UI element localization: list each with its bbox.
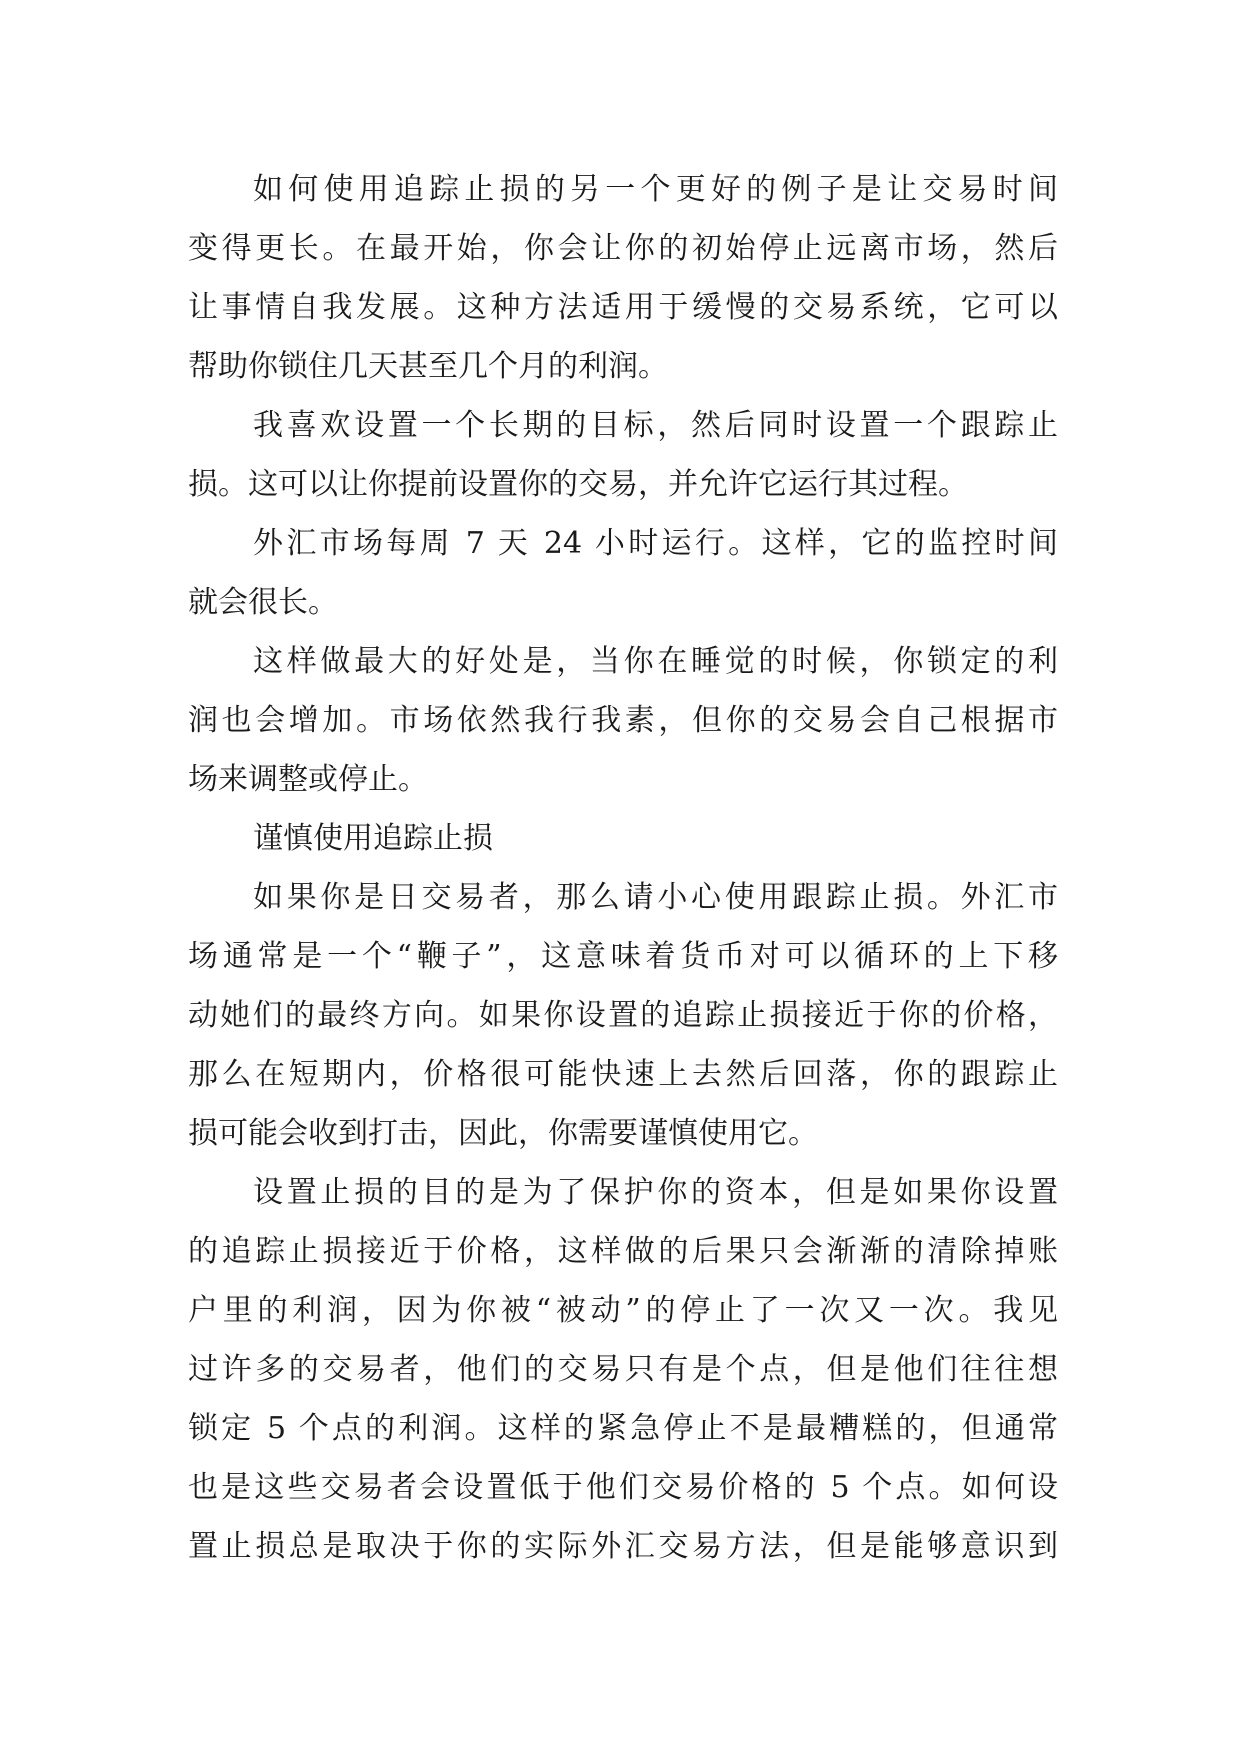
- text-line: 场来调整或停止。: [188, 762, 428, 797]
- text-line: 我喜欢设置一个长期的目标，然后同时设置一个跟踪止: [253, 408, 1058, 443]
- document-body: [188, 160, 1058, 1576]
- text-line: 也是这些交易者会设置低于他们交易价格的 5 个点。如何设: [188, 1470, 1058, 1505]
- text-line: 损可能会收到打击，因此，你需要谨慎使用它。: [188, 1116, 818, 1151]
- text-line: 动她们的最终方向。如果你设置的追踪止损接近于你的价格，: [188, 998, 1058, 1033]
- text-line: 帮助你锁住几天甚至几个月的利润。: [188, 349, 668, 384]
- text-line: 如何使用追踪止损的另一个更好的例子是让交易时间: [253, 172, 1058, 207]
- text-line: 锁定 5 个点的利润。这样的紧急停止不是最糟糕的，但通常: [188, 1411, 1058, 1446]
- text-line: 谨慎使用追踪止损: [253, 821, 493, 856]
- text-line: 的追踪止损接近于价格，这样做的后果只会渐渐的清除掉账: [188, 1234, 1058, 1269]
- text-line: 设置止损的目的是为了保护你的资本，但是如果你设置: [253, 1175, 1058, 1210]
- text-line: 变得更长。在最开始，你会让你的初始停止远离市场，然后: [188, 231, 1058, 266]
- text-line: 场通常是一个“鞭子”，这意味着货币对可以循环的上下移: [188, 939, 1058, 974]
- text-line: 过许多的交易者，他们的交易只有是个点，但是他们往往想: [188, 1352, 1058, 1387]
- text-line: 这样做最大的好处是，当你在睡觉的时候，你锁定的利: [253, 644, 1058, 679]
- text-line: 如果你是日交易者，那么请小心使用跟踪止损。外汇市: [253, 880, 1058, 915]
- text-line: 那么在短期内，价格很可能快速上去然后回落，你的跟踪止: [188, 1057, 1058, 1092]
- text-line: 户里的利润，因为你被“被动”的停止了一次又一次。我见: [188, 1293, 1058, 1328]
- text-line: 置止损总是取决于你的实际外汇交易方法，但是能够意识到: [188, 1529, 1058, 1564]
- text-line: 外汇市场每周 7 天 24 小时运行。这样，它的监控时间: [253, 526, 1058, 561]
- text-line: 损。这可以让你提前设置你的交易，并允许它运行其过程。: [188, 467, 968, 502]
- text-line: 让事情自我发展。这种方法适用于缓慢的交易系统，它可以: [188, 290, 1058, 325]
- text-line: 就会很长。: [188, 585, 338, 620]
- text-line: 润也会增加。市场依然我行我素，但你的交易会自己根据市: [188, 703, 1058, 738]
